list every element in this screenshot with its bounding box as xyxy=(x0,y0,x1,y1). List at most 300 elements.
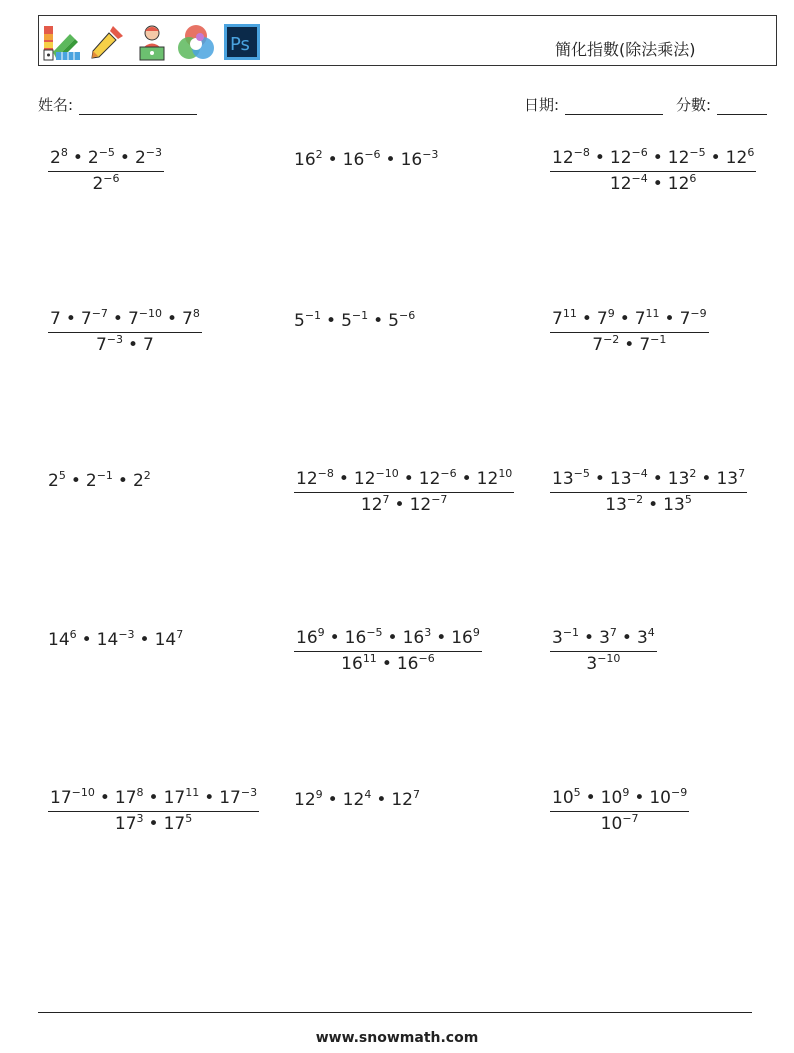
multiply-dot: • xyxy=(385,150,396,170)
multiply-dot: • xyxy=(403,469,414,489)
power-term xyxy=(451,628,480,648)
power-exponent: −10 xyxy=(138,307,162,320)
power-term xyxy=(164,788,200,808)
power-term xyxy=(345,628,383,648)
denominator xyxy=(294,492,514,514)
numerator xyxy=(48,307,202,332)
numerator xyxy=(550,146,756,171)
power-base: 16 xyxy=(296,628,318,648)
power-term xyxy=(86,471,113,491)
numerator xyxy=(294,626,482,651)
multiply-dot: • xyxy=(70,471,81,491)
power-term xyxy=(361,495,390,515)
multiply-dot: • xyxy=(139,630,150,650)
power-base: 2 xyxy=(132,471,144,491)
fraction xyxy=(294,467,514,515)
power-term xyxy=(92,174,119,194)
power-base: 16 xyxy=(451,628,473,648)
power-base: 17 xyxy=(163,788,186,808)
designer-icon xyxy=(132,22,172,62)
problem-1 xyxy=(48,146,164,194)
denominator xyxy=(550,171,756,193)
multiply-dot: • xyxy=(594,148,605,168)
problem-13 xyxy=(48,786,259,834)
power-term xyxy=(668,174,697,194)
power-term xyxy=(552,788,581,808)
power-term xyxy=(552,148,590,168)
power-exponent: −5 xyxy=(366,626,383,639)
power-base: 7 xyxy=(182,309,193,329)
expression xyxy=(294,309,416,331)
power-term xyxy=(605,495,643,515)
power-base: 12 xyxy=(667,174,690,194)
power-exponent: −1 xyxy=(304,309,322,322)
power-base: 12 xyxy=(296,469,318,489)
power-term xyxy=(726,148,755,168)
power-base: 16 xyxy=(344,628,367,648)
multiply-dot: • xyxy=(338,469,349,489)
expression xyxy=(48,628,184,650)
power-exponent: −1 xyxy=(351,309,369,322)
header-box xyxy=(38,15,777,66)
fraction xyxy=(294,626,482,674)
multiply-dot: • xyxy=(373,311,384,331)
power-exponent: −2 xyxy=(603,333,620,346)
power-base: 2 xyxy=(92,174,104,194)
power-term xyxy=(601,814,639,834)
denominator xyxy=(48,171,164,193)
power-exponent: 8 xyxy=(60,146,68,159)
numerator xyxy=(550,626,657,651)
power-base: 10 xyxy=(649,788,671,808)
power-base: 7 xyxy=(679,309,691,329)
multiply-dot: • xyxy=(329,628,340,648)
multiply-dot: • xyxy=(327,790,338,810)
power-base: 13 xyxy=(663,495,685,515)
power-base: 3 xyxy=(552,628,563,648)
power-term xyxy=(610,174,648,194)
power-base: 2 xyxy=(50,148,61,168)
power-exponent: −1 xyxy=(650,333,667,346)
multiply-dot: • xyxy=(624,335,635,355)
power-exponent: −10 xyxy=(375,467,399,480)
power-exponent: 3 xyxy=(136,812,144,825)
power-term xyxy=(115,814,144,834)
numerator xyxy=(550,467,747,492)
power-exponent: −3 xyxy=(145,146,162,159)
power-exponent: 7 xyxy=(738,467,746,480)
denominator xyxy=(550,811,689,833)
power-exponent: −9 xyxy=(670,786,688,799)
power-base: 3 xyxy=(636,628,648,648)
worksheet-title: 簡化指數(除法乘法) xyxy=(555,40,696,59)
problem-15 xyxy=(550,786,689,834)
power-exponent: −6 xyxy=(440,467,457,480)
power-term xyxy=(401,150,439,170)
color-wheel-icon xyxy=(176,22,216,62)
power-exponent: −8 xyxy=(573,146,590,159)
power-exponent: 6 xyxy=(689,172,697,185)
numerator xyxy=(48,146,164,171)
power-base: 5 xyxy=(294,311,305,331)
power-term xyxy=(341,311,368,331)
power-exponent: 7 xyxy=(176,628,184,641)
multiply-dot: • xyxy=(648,495,659,515)
power-base: 7 xyxy=(592,335,604,355)
power-base: 12 xyxy=(552,148,574,168)
problem-12 xyxy=(550,626,657,674)
multiply-dot: • xyxy=(634,788,645,808)
power-base: 14 xyxy=(96,630,119,650)
power-base: 16 xyxy=(294,150,316,170)
multiply-dot: • xyxy=(112,309,123,329)
power-exponent: −2 xyxy=(626,493,644,506)
power-exponent: 8 xyxy=(192,307,200,320)
multiply-dot: • xyxy=(148,814,159,834)
power-exponent: −7 xyxy=(622,812,639,825)
power-term xyxy=(294,150,323,170)
power-base: 12 xyxy=(609,148,632,168)
power-exponent: −8 xyxy=(317,467,334,480)
name-label: 姓名: xyxy=(38,96,74,114)
multiply-dot: • xyxy=(327,150,338,170)
footer-url: www.snowmath.com xyxy=(315,1030,479,1046)
power-term xyxy=(343,790,372,810)
power-exponent: 4 xyxy=(364,788,372,801)
power-term xyxy=(716,469,745,489)
multiply-dot: • xyxy=(594,469,605,489)
multiply-dot: • xyxy=(584,628,595,648)
multiply-dot: • xyxy=(619,309,630,329)
power-base: 13 xyxy=(552,469,574,489)
power-term xyxy=(663,495,692,515)
score-blank[interactable] xyxy=(717,98,767,115)
power-base: 13 xyxy=(609,469,632,489)
multiply-dot: • xyxy=(72,148,83,168)
multiply-dot: • xyxy=(581,309,592,329)
problem-8 xyxy=(294,467,514,515)
multiply-dot: • xyxy=(99,788,110,808)
power-base: 17 xyxy=(219,788,241,808)
footer-divider xyxy=(38,1012,752,1013)
power-base: 7 xyxy=(127,309,139,329)
numerator xyxy=(550,786,689,811)
power-term xyxy=(354,469,399,489)
fraction xyxy=(48,307,202,355)
power-base: 12 xyxy=(725,148,748,168)
multiply-dot: • xyxy=(652,148,663,168)
power-exponent: −6 xyxy=(631,146,648,159)
power-base: 2 xyxy=(48,471,59,491)
power-base: 3 xyxy=(599,628,610,648)
multiply-dot: • xyxy=(652,174,663,194)
power-term xyxy=(610,469,648,489)
power-exponent: 9 xyxy=(315,788,323,801)
name-field xyxy=(38,94,197,115)
multiply-dot: • xyxy=(204,788,215,808)
power-base: 16 xyxy=(400,150,423,170)
power-exponent: 9 xyxy=(317,626,325,639)
power-base: 7 xyxy=(596,309,608,329)
svg-text:Ps: Ps xyxy=(230,34,250,55)
power-exponent: 11 xyxy=(362,652,377,665)
power-base: 12 xyxy=(418,469,441,489)
date-blank[interactable] xyxy=(565,98,663,115)
power-term xyxy=(88,148,115,168)
power-base: 17 xyxy=(114,814,137,834)
power-exponent: −7 xyxy=(91,307,108,320)
power-term xyxy=(639,335,666,355)
problem-7 xyxy=(48,469,151,491)
power-base: 14 xyxy=(154,630,177,650)
power-exponent: 6 xyxy=(747,146,755,159)
power-term xyxy=(552,628,579,648)
power-exponent: 5 xyxy=(684,493,692,506)
power-exponent: 4 xyxy=(647,626,655,639)
power-term xyxy=(50,309,61,329)
multiply-dot: • xyxy=(119,148,130,168)
power-exponent: 9 xyxy=(622,786,630,799)
swatch-icon xyxy=(42,22,82,62)
problem-2 xyxy=(294,148,439,170)
power-base: 12 xyxy=(342,790,365,810)
power-base: 10 xyxy=(600,814,623,834)
power-base: 12 xyxy=(667,148,690,168)
power-term xyxy=(680,309,707,329)
power-term xyxy=(397,654,435,674)
power-term xyxy=(388,311,415,331)
power-term xyxy=(649,788,687,808)
name-blank[interactable] xyxy=(79,98,197,115)
power-base: 2 xyxy=(85,471,97,491)
photoshop-icon xyxy=(222,22,262,62)
power-term xyxy=(155,630,184,650)
power-base: 12 xyxy=(360,495,383,515)
multiply-dot: • xyxy=(326,311,337,331)
power-exponent: −6 xyxy=(364,148,381,161)
power-base: 16 xyxy=(396,654,419,674)
power-term xyxy=(128,309,162,329)
power-term xyxy=(81,309,108,329)
problem-14 xyxy=(294,788,420,810)
power-exponent: 5 xyxy=(185,812,193,825)
denominator xyxy=(550,332,709,354)
power-term xyxy=(115,788,144,808)
power-term xyxy=(477,469,513,489)
power-base: 14 xyxy=(48,630,70,650)
power-base: 2 xyxy=(87,148,99,168)
power-term xyxy=(637,628,655,648)
power-term xyxy=(164,814,193,834)
problem-10 xyxy=(48,628,184,650)
power-term xyxy=(135,148,162,168)
power-exponent: 5 xyxy=(573,786,581,799)
power-base: 7 xyxy=(634,309,646,329)
power-term xyxy=(592,335,619,355)
power-exponent: −10 xyxy=(597,652,621,665)
multiply-dot: • xyxy=(376,790,387,810)
multiply-dot: • xyxy=(166,309,178,329)
power-exponent: −5 xyxy=(573,467,590,480)
multiply-dot: • xyxy=(701,469,712,489)
power-exponent: −3 xyxy=(118,628,135,641)
fraction xyxy=(48,786,259,834)
power-base: 12 xyxy=(294,790,316,810)
power-exponent: 7 xyxy=(382,493,390,506)
power-term xyxy=(50,788,95,808)
power-exponent: −10 xyxy=(71,786,95,799)
power-exponent: −1 xyxy=(96,469,113,482)
date-label: 日期: xyxy=(524,96,560,114)
power-term xyxy=(96,335,123,355)
power-base: 16 xyxy=(342,150,365,170)
power-exponent: −5 xyxy=(689,146,706,159)
power-exponent: −4 xyxy=(631,467,648,480)
multiply-dot: • xyxy=(664,309,675,329)
power-exponent: −6 xyxy=(418,652,435,665)
power-term xyxy=(133,471,151,491)
power-exponent: 7 xyxy=(609,626,617,639)
multiply-dot: • xyxy=(117,471,128,491)
power-term xyxy=(597,309,615,329)
score-label: 分數: xyxy=(676,96,712,114)
power-base: 17 xyxy=(163,814,186,834)
fraction xyxy=(550,307,709,355)
power-term xyxy=(403,628,432,648)
problem-6 xyxy=(550,307,709,355)
power-exponent: −9 xyxy=(690,307,707,320)
power-base: 10 xyxy=(552,788,574,808)
score-field xyxy=(676,94,767,115)
power-base: 7 xyxy=(143,335,154,355)
power-term xyxy=(182,309,200,329)
fraction xyxy=(550,146,756,194)
numerator xyxy=(550,307,709,332)
power-base: 17 xyxy=(50,788,72,808)
power-exponent: 2 xyxy=(143,469,151,482)
power-exponent: −6 xyxy=(103,172,120,185)
power-exponent: −3 xyxy=(422,148,439,161)
power-term xyxy=(48,630,77,650)
power-base: 17 xyxy=(114,788,137,808)
power-base: 12 xyxy=(409,495,432,515)
denominator xyxy=(48,332,202,354)
power-term xyxy=(296,628,325,648)
power-exponent: 8 xyxy=(136,786,144,799)
power-term xyxy=(668,148,706,168)
power-base: 16 xyxy=(341,654,363,674)
fraction xyxy=(550,626,657,674)
problem-5 xyxy=(294,309,416,331)
power-term xyxy=(294,311,321,331)
expression xyxy=(294,788,420,810)
multiply-dot: • xyxy=(65,309,76,329)
power-exponent: −1 xyxy=(562,626,580,639)
power-base: 7 xyxy=(80,309,92,329)
power-term xyxy=(391,790,420,810)
power-exponent: 7 xyxy=(412,788,420,801)
power-exponent: −7 xyxy=(431,493,448,506)
power-term xyxy=(668,469,697,489)
power-base: 7 xyxy=(552,309,563,329)
power-term xyxy=(294,790,323,810)
denominator xyxy=(48,811,259,833)
multiply-dot: • xyxy=(585,788,596,808)
multiply-dot: • xyxy=(652,469,663,489)
multiply-dot: • xyxy=(81,630,92,650)
multiply-dot: • xyxy=(394,495,405,515)
power-base: 13 xyxy=(605,495,627,515)
multiply-dot: • xyxy=(387,628,398,648)
power-exponent: 6 xyxy=(69,628,77,641)
expression xyxy=(294,148,439,170)
power-exponent: −6 xyxy=(398,309,416,322)
power-exponent: 11 xyxy=(562,307,577,320)
power-base: 12 xyxy=(609,174,632,194)
power-base: 2 xyxy=(134,148,146,168)
denominator xyxy=(550,651,657,673)
power-base: 12 xyxy=(391,790,413,810)
power-exponent: 9 xyxy=(607,307,615,320)
denominator xyxy=(550,492,747,514)
power-term xyxy=(601,788,630,808)
power-exponent: 2 xyxy=(689,467,697,480)
power-term xyxy=(552,469,590,489)
power-base: 5 xyxy=(341,311,352,331)
power-term xyxy=(343,150,381,170)
fraction xyxy=(550,786,689,834)
power-term xyxy=(296,469,334,489)
power-base: 7 xyxy=(639,335,651,355)
power-term xyxy=(610,148,648,168)
problem-3 xyxy=(550,146,756,194)
power-exponent: −4 xyxy=(631,172,648,185)
problem-9 xyxy=(550,467,747,515)
numerator xyxy=(294,467,514,492)
fraction xyxy=(550,467,747,515)
power-term xyxy=(50,148,68,168)
problem-11 xyxy=(294,626,482,674)
multiply-dot: • xyxy=(128,335,139,355)
power-exponent: −3 xyxy=(240,786,258,799)
power-exponent: 2 xyxy=(315,148,323,161)
power-term xyxy=(586,654,620,674)
multiply-dot: • xyxy=(148,788,159,808)
power-base: 7 xyxy=(50,309,61,329)
power-term xyxy=(410,495,448,515)
power-exponent: 9 xyxy=(472,626,480,639)
power-exponent: 11 xyxy=(645,307,660,320)
multiply-dot: • xyxy=(381,654,392,674)
power-term xyxy=(552,309,577,329)
power-base: 16 xyxy=(402,628,425,648)
problem-4 xyxy=(48,307,202,355)
multiply-dot: • xyxy=(436,628,447,648)
date-field xyxy=(524,94,663,115)
power-base: 3 xyxy=(586,654,598,674)
power-term xyxy=(97,630,135,650)
power-term xyxy=(143,335,154,355)
power-term xyxy=(48,471,66,491)
power-base: 10 xyxy=(600,788,623,808)
power-term xyxy=(635,309,660,329)
power-exponent: −3 xyxy=(106,333,124,346)
power-base: 13 xyxy=(716,469,739,489)
power-base: 7 xyxy=(95,335,107,355)
multiply-dot: • xyxy=(710,148,721,168)
eyedropper-icon xyxy=(87,22,127,62)
power-exponent: 10 xyxy=(498,467,513,480)
